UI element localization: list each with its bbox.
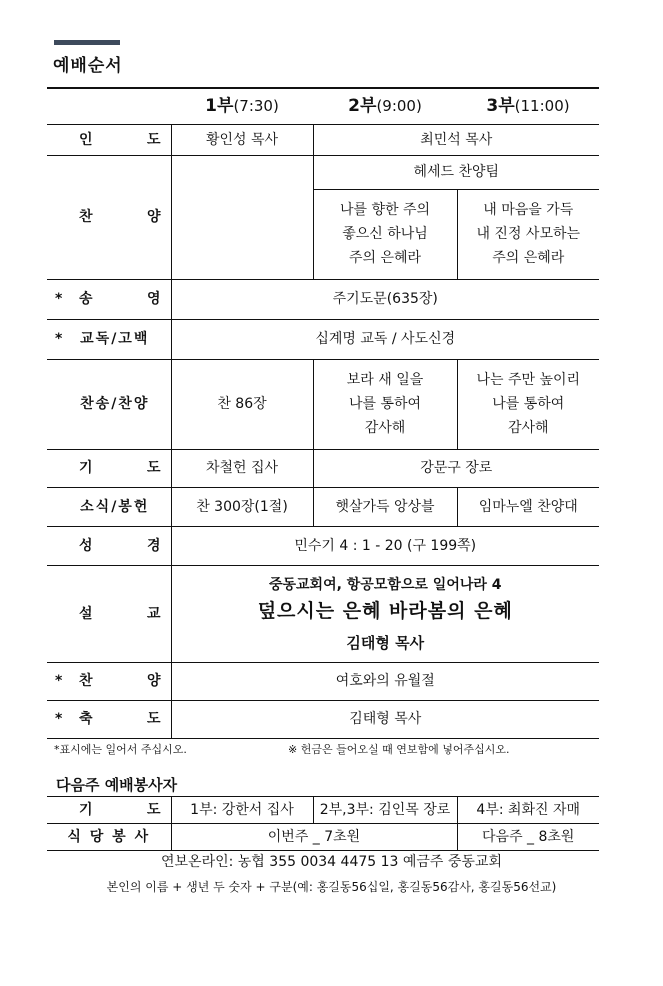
row-sermon bbox=[47, 565, 599, 662]
lead-service-1: 황인성 목사 bbox=[171, 124, 313, 155]
praise-team: 헤세드 찬양팀 bbox=[313, 155, 599, 189]
offering-service-3: 임마누엘 찬양대 bbox=[457, 487, 599, 526]
praise2-text: 여호와의 유월절 bbox=[171, 662, 599, 700]
service-3-header: 3부(11:00) bbox=[457, 88, 599, 124]
label-offering: 소식/봉헌 bbox=[47, 487, 171, 526]
label-benediction: * 축 도 bbox=[47, 700, 171, 738]
label-doxology: * 송 영 bbox=[47, 279, 171, 319]
prayer-service-2-3: 강문구 장로 bbox=[313, 449, 599, 487]
benediction-text: 김태형 목사 bbox=[171, 700, 599, 738]
service-2-header: 2부(9:00) bbox=[313, 88, 457, 124]
sermon-series: 중동교회여, 항공모함으로 일어나라 4 bbox=[268, 576, 502, 593]
row-lead bbox=[47, 124, 599, 155]
row-benediction bbox=[47, 700, 599, 738]
label-confession: * 교독/고백 bbox=[47, 319, 171, 359]
row-praise-team bbox=[47, 155, 599, 189]
scripture-text: 민수기 4 : 1 - 20 (구 199쪽) bbox=[171, 526, 599, 565]
worship-order-table bbox=[47, 87, 599, 739]
offering-service-1: 찬 300장(1절) bbox=[171, 487, 313, 526]
confession-text: 십계명 교독 / 사도신경 bbox=[171, 319, 599, 359]
next-prayer-label: 기 도 bbox=[47, 797, 171, 824]
praise-service-2: 나를 향한 주의 좋으신 하나님 주의 은혜라 bbox=[313, 189, 457, 279]
row-confession bbox=[47, 319, 599, 359]
label-sermon: 설 교 bbox=[47, 565, 171, 662]
sermon-cell bbox=[171, 565, 599, 662]
row-praise2 bbox=[47, 662, 599, 700]
hymn-service-1: 찬 86장 bbox=[171, 359, 313, 449]
doxology-text: 주기도문(635장) bbox=[171, 279, 599, 319]
label-praise2: * 찬 양 bbox=[47, 662, 171, 700]
label-lead: 인 도 bbox=[47, 124, 171, 155]
next-prayer-1: 1부: 강한서 집사 bbox=[171, 797, 313, 824]
label-prayer: 기 도 bbox=[47, 449, 171, 487]
row-offering bbox=[47, 487, 599, 526]
offering-service-2: 햇살가득 앙상블 bbox=[313, 487, 457, 526]
praise-service-3: 내 마음을 가득 내 진정 사모하는 주의 은혜라 bbox=[457, 189, 599, 279]
label-praise: 찬 양 bbox=[47, 155, 171, 279]
lead-service-2-3: 최민석 목사 bbox=[313, 124, 599, 155]
hymn-service-2: 보라 새 일을 나를 통하여 감사해 bbox=[313, 359, 457, 449]
service-header-row bbox=[47, 88, 599, 124]
hymn-service-3: 나는 주만 높이리 나를 통하여 감사해 bbox=[457, 359, 599, 449]
next-prayer-2: 2부,3부: 김인목 장로 bbox=[313, 797, 457, 824]
sermon-title: 덮으시는 은혜 바라봄의 은혜 bbox=[257, 599, 513, 622]
next-kitchen-next-week: 다음주 _ 8초원 bbox=[457, 824, 599, 851]
prayer-service-1: 차철헌 집사 bbox=[171, 449, 313, 487]
row-doxology bbox=[47, 279, 599, 319]
row-hymn bbox=[47, 359, 599, 449]
section-title: 예배순서 bbox=[53, 56, 123, 76]
next-kitchen-label: 식 당 봉 사 bbox=[47, 824, 171, 851]
next-week-table bbox=[47, 796, 599, 851]
next-kitchen-this-week: 이번주 _ 7초원 bbox=[171, 824, 457, 851]
offering-note: ※ 헌금은 들어오실 때 연보함에 넣어주십시오. bbox=[288, 743, 510, 756]
online-offering-instructions: 본인의 이름 + 생년 두 숫자 + 구분(예: 홍길동56십일, 홍길동56감사, 홍길동56선교) bbox=[106, 880, 557, 894]
row-scripture bbox=[47, 526, 599, 565]
label-hymn: 찬송/찬양 bbox=[47, 359, 171, 449]
label-scripture: 성 경 bbox=[47, 526, 171, 565]
online-offering-account: 연보온라인: 농협 355 0034 4475 13 예금주 중동교회 bbox=[161, 854, 502, 870]
praise-service-1 bbox=[171, 155, 313, 279]
title-accent-bar bbox=[54, 40, 120, 45]
row-prayer bbox=[47, 449, 599, 487]
next-kitchen-row bbox=[47, 824, 599, 851]
service-1-header: 1부(7:30) bbox=[171, 88, 313, 124]
next-prayer-3: 4부: 최화진 자매 bbox=[457, 797, 599, 824]
sermon-preacher: 김태형 목사 bbox=[346, 633, 425, 652]
next-prayer-row bbox=[47, 797, 599, 824]
next-week-title: 다음주 예배봉사자 bbox=[56, 776, 178, 794]
standing-note: *표시에는 일어서 주십시오. bbox=[54, 743, 187, 756]
